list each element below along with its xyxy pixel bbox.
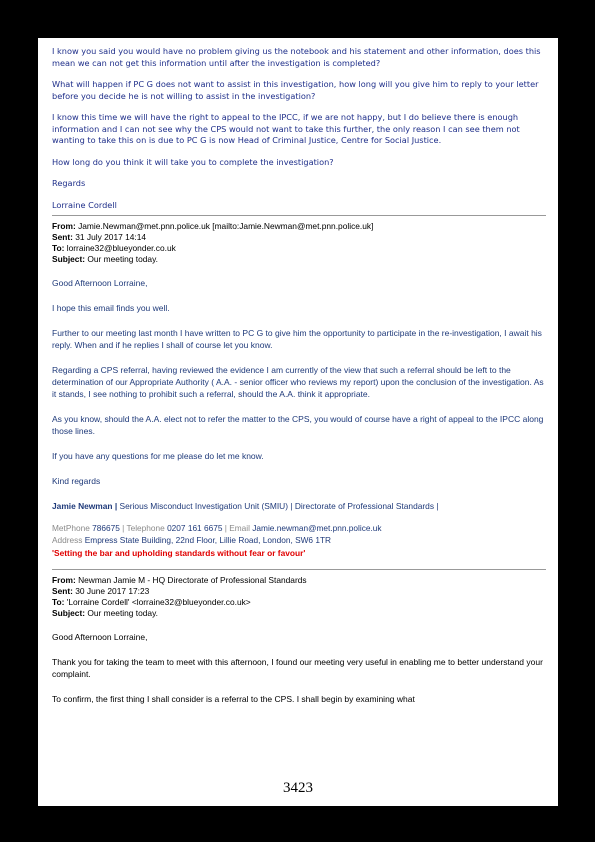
header-from: From: Newman Jamie M - HQ Directorate of Professional Standards <box>52 575 307 585</box>
email-greeting: Good Afternoon Lorraine, <box>52 278 148 288</box>
email-sender-name: Lorraine Cordell <box>52 199 117 210</box>
signature-name-line: Jamie Newman | Serious Misconduct Investigation Unit (SMIU) | Directorate of Professional Standards | <box>52 501 439 511</box>
email-paragraph: To confirm, the first thing I shall consider is a referral to the CPS. I shall begin by examining what <box>52 694 415 704</box>
header-subject: Subject: Our meeting today. <box>52 254 158 264</box>
email-header <box>52 221 546 265</box>
email-divider <box>52 215 546 216</box>
email-paragraph: As you know, should the A.A. elect not to refer the matter to the CPS, you would of course have a right of appeal to the IPCC along those lines. <box>52 414 544 436</box>
page-number: 3423 <box>283 780 313 796</box>
email-divider <box>52 569 546 570</box>
email-paragraph: I know this time we will have the right to appeal to the IPCC, if we are not happy, but I do believe there is enough information and I can not see why the CPS would not want to take this further, the only reason I can see them not wanting to take this on is due to PC G is now Head of Criminal Justice, Centre for Social Justice. <box>52 112 520 145</box>
email-greeting: Good Afternoon Lorraine, <box>52 632 148 642</box>
email-signature <box>52 500 546 559</box>
email-closing: Kind regards <box>52 476 101 486</box>
email-header <box>52 575 546 619</box>
email-paragraph: Thank you for taking the team to meet with this afternoon, I found our meeting very useful in enabling me to better understand your complaint. <box>52 657 543 679</box>
document-page <box>38 38 558 806</box>
email-paragraph: I know you said you would have no problem giving us the notebook and his statement and other information, does this mean we can not get this information until after the investigation is completed? <box>52 46 541 68</box>
signature-email-link[interactable]: Jamie.newman@met.pnn.police.uk <box>252 523 382 533</box>
header-sent: Sent: 31 July 2017 14:14 <box>52 232 147 242</box>
document-content <box>52 46 546 718</box>
header-to: To: lorraine32@blueyonder.co.uk <box>52 243 176 253</box>
header-from: From: Jamie.Newman@met.pnn.police.uk [mailto:Jamie.Newman@met.pnn.police.uk] <box>52 221 374 231</box>
signature-address-line: Address Empress State Building, 22nd Floor, Lillie Road, London, SW6 1TR <box>52 535 332 545</box>
email-lorraine-body <box>52 46 546 211</box>
header-sent: Sent: 30 June 2017 17:23 <box>52 586 150 596</box>
email-closing: Regards <box>52 178 86 188</box>
email-paragraph: How long do you think it will take you to complete the investigation? <box>52 156 334 167</box>
signature-contact-line: MetPhone 786675 | Telephone 0207 161 6675 | Email Jamie.newman@met.pnn.police.uk <box>52 523 382 533</box>
email-paragraph: Regarding a CPS referral, having reviewed the evidence I am currently of the view that such a referral should be left to the determination of our Appropriate Authority ( A.A. - senior officer who reviews my report) upon the conclusion of the investigation. As it stands, I see nothing to prohibit such a referral, should the A.A. think it appropriate. <box>52 365 544 399</box>
email-newman-earlier-body <box>52 631 546 705</box>
header-to: To: 'Lorraine Cordell' <lorraine32@blueyonder.co.uk> <box>52 597 251 607</box>
email-paragraph: Further to our meeting last month I have written to PC G to give him the opportunity to participate in the re-investigation, I await his reply. When and if he replies I shall of course let you know. <box>52 328 542 350</box>
email-paragraph: What will happen if PC G does not want to assist in this investigation, how long will you give him to reply to your letter before you decide he is not willing to assist in the investigation? <box>52 79 539 101</box>
signature-motto: 'Setting the bar and upholding standards without fear or favour' <box>52 548 306 558</box>
email-paragraph: I hope this email finds you well. <box>52 303 170 313</box>
email-paragraph: If you have any questions for me please do let me know. <box>52 451 264 461</box>
email-newman-body <box>52 277 546 487</box>
header-subject: Subject: Our meeting today. <box>52 608 158 618</box>
